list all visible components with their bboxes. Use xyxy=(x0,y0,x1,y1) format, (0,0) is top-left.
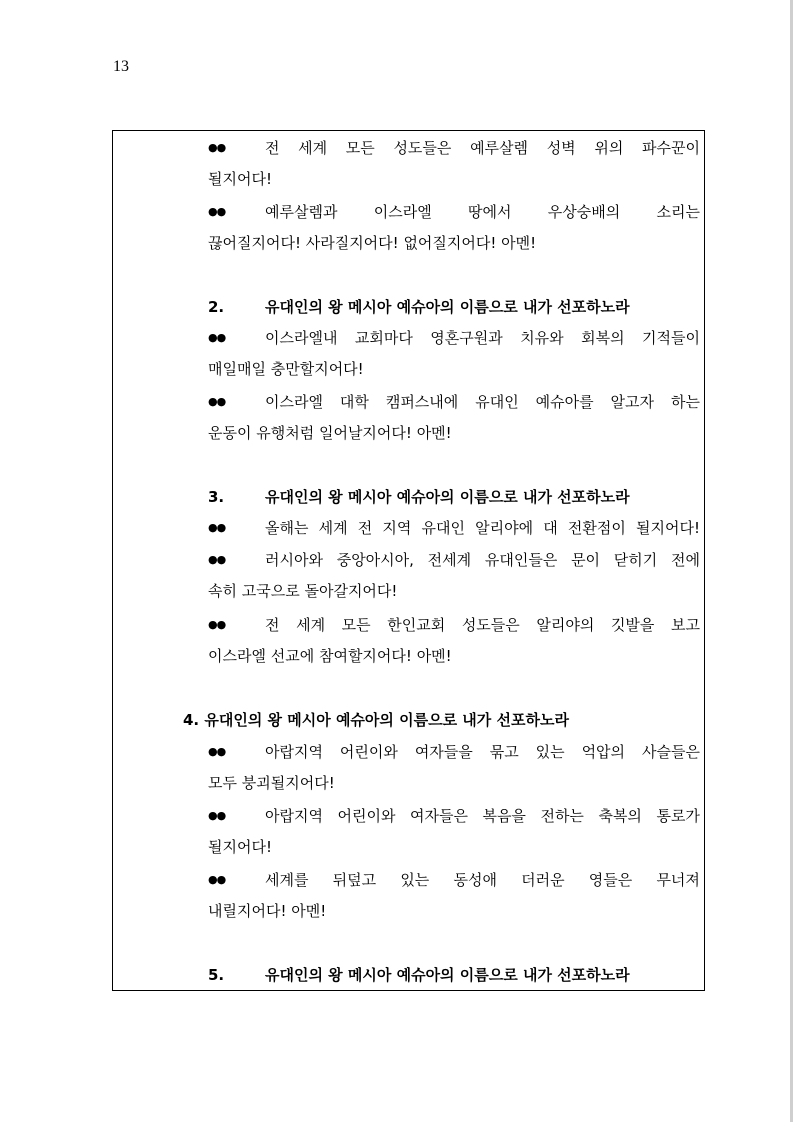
s4-bullet2-line xyxy=(265,805,700,827)
word: 아랍지역 xyxy=(265,807,323,825)
s4-bullet1-line xyxy=(265,741,700,763)
s1-bullet1-line xyxy=(265,137,700,159)
s4-bullet1-continuation: 모두 붕괴될지어다! xyxy=(208,774,335,792)
word: 복음을 xyxy=(482,807,526,825)
bullet-icon: ●● xyxy=(208,521,226,534)
word: 회복의 xyxy=(581,329,625,347)
bullet-icon: ●● xyxy=(208,745,226,758)
word: 어린이와 xyxy=(339,743,398,761)
word: 문이 xyxy=(571,551,601,569)
word: 대 xyxy=(543,519,558,537)
bullet-icon: ●● xyxy=(208,331,226,344)
word: 전세계 xyxy=(427,551,472,569)
word: 전 xyxy=(265,616,280,634)
s3-bullet2-line xyxy=(265,549,700,571)
bullet-icon: ●● xyxy=(208,873,226,886)
word: 우상숭배의 xyxy=(547,203,621,221)
s3-bullet1-line xyxy=(265,517,700,539)
s1-bullet1-continuation: 될지어다! xyxy=(208,170,272,188)
bullet-icon: ●● xyxy=(208,141,226,154)
word: 이스라엘 xyxy=(265,393,323,411)
bullet-icon: ●● xyxy=(208,553,226,566)
word: 성도들은 xyxy=(393,139,452,157)
bullet-icon: ●● xyxy=(208,395,226,408)
s4-bullet3-continuation: 내릴지어다! 아멘! xyxy=(208,902,327,920)
s4-heading: 4. 유대인의 왕 메시아 예슈아의 이름으로 내가 선포하노라 xyxy=(183,711,569,729)
word: 성도들은 xyxy=(461,616,520,634)
word: 세계 xyxy=(318,519,348,537)
s2-bullet2-continuation: 운동이 유행처럼 일어날지어다! 아멘! xyxy=(208,424,452,442)
word: 한인교회 xyxy=(387,616,446,634)
s3-heading: 유대인의 왕 메시아 예슈아의 이름으로 내가 선포하노라 xyxy=(265,488,630,506)
word: 치유와 xyxy=(520,329,564,347)
s2-bullet1-continuation: 매일매일 충만할지어다! xyxy=(208,360,364,378)
word: 전에 xyxy=(671,551,700,569)
word: 더러운 xyxy=(521,871,565,889)
word: 전 xyxy=(265,139,280,157)
word: 알리야의 xyxy=(536,616,595,634)
bullet-icon: ●● xyxy=(208,618,226,631)
word: 이스라엘내 xyxy=(265,329,338,347)
s5-heading: 유대인의 왕 메시아 예슈아의 이름으로 내가 선포하노라 xyxy=(265,966,630,984)
word: 대학 xyxy=(339,393,369,411)
word: 모든 xyxy=(341,616,371,634)
word: 유대인들은 xyxy=(484,551,558,569)
word: 영혼구원과 xyxy=(430,329,503,347)
word: 영들은 xyxy=(588,871,633,889)
s3-bullet2-continuation: 속히 고국으로 돌아갈지어다! xyxy=(208,582,398,600)
word: 세계를 xyxy=(265,871,309,889)
s4-bullet2-continuation: 될지어다! xyxy=(208,838,272,856)
word: 이스라엘 xyxy=(373,203,432,221)
word: 러시아와 xyxy=(265,551,323,569)
word: 축복의 xyxy=(598,807,642,825)
word: 기적들이 xyxy=(642,329,700,347)
word: 소리는 xyxy=(656,203,700,221)
word: 전하는 xyxy=(540,807,584,825)
s2-heading: 유대인의 왕 메시아 예슈아의 이름으로 내가 선포하노라 xyxy=(265,298,630,316)
word: 교회마다 xyxy=(354,329,413,347)
word: 올해는 xyxy=(265,519,309,537)
s4-bullet3-line xyxy=(265,869,700,891)
word: 여자들을 xyxy=(414,743,473,761)
word: 통로가 xyxy=(656,807,700,825)
word: 중앙아시아, xyxy=(336,551,414,569)
s3-bullet3-line xyxy=(265,614,700,636)
page-number: 13 xyxy=(113,58,129,75)
word: 예루살렘 xyxy=(470,139,529,157)
word: 깃발을 xyxy=(610,616,655,634)
word: 유대인 xyxy=(421,519,465,537)
bullet-icon: ●● xyxy=(208,205,226,218)
word: 알고자 xyxy=(610,393,655,411)
word: 유대인 xyxy=(475,393,519,411)
word: 모든 xyxy=(345,139,375,157)
word: 묶고 xyxy=(489,743,519,761)
word: 될지어다! xyxy=(636,519,700,537)
word: 위의 xyxy=(594,139,624,157)
word: 있는 xyxy=(535,743,565,761)
word: 무너져 xyxy=(656,871,700,889)
word: 전 xyxy=(357,519,373,537)
word: 아랍지역 xyxy=(265,743,323,761)
word: 닫히기 xyxy=(613,551,658,569)
word: 파수꾼이 xyxy=(641,139,700,157)
word: 예슈아를 xyxy=(535,393,594,411)
word: 예루살렘과 xyxy=(265,203,338,221)
word: 전환점이 xyxy=(567,519,626,537)
word: 어린이와 xyxy=(337,807,396,825)
word: 알리야에 xyxy=(475,519,534,537)
s3-number: 3. xyxy=(208,488,225,506)
word: 땅에서 xyxy=(467,203,512,221)
s2-number: 2. xyxy=(208,298,225,316)
word: 성벽 xyxy=(546,139,576,157)
word: 세계 xyxy=(296,616,326,634)
s1-bullet2-line xyxy=(265,201,700,223)
s1-bullet2-continuation: 끊어질지어다! 사라질지어다! 없어질지어다! 아멘! xyxy=(208,234,537,252)
word: 동성애 xyxy=(453,871,497,889)
word: 세계 xyxy=(298,139,328,157)
word: 하는 xyxy=(670,393,700,411)
s2-bullet2-line xyxy=(265,391,700,413)
bullet-icon: ●● xyxy=(208,809,226,822)
word: 억압의 xyxy=(581,743,626,761)
s2-bullet1-line xyxy=(265,327,700,349)
word: 사슬들은 xyxy=(641,743,700,761)
word: 여자들은 xyxy=(409,807,468,825)
word: 캠퍼스내에 xyxy=(385,393,459,411)
s5-number: 5. xyxy=(208,966,225,984)
word: 지역 xyxy=(382,519,412,537)
word: 보고 xyxy=(671,616,700,634)
word: 있는 xyxy=(400,871,430,889)
s3-bullet3-continuation: 이스라엘 선교에 참여할지어다! 아멘! xyxy=(208,647,452,665)
word: 뒤덮고 xyxy=(332,871,377,889)
